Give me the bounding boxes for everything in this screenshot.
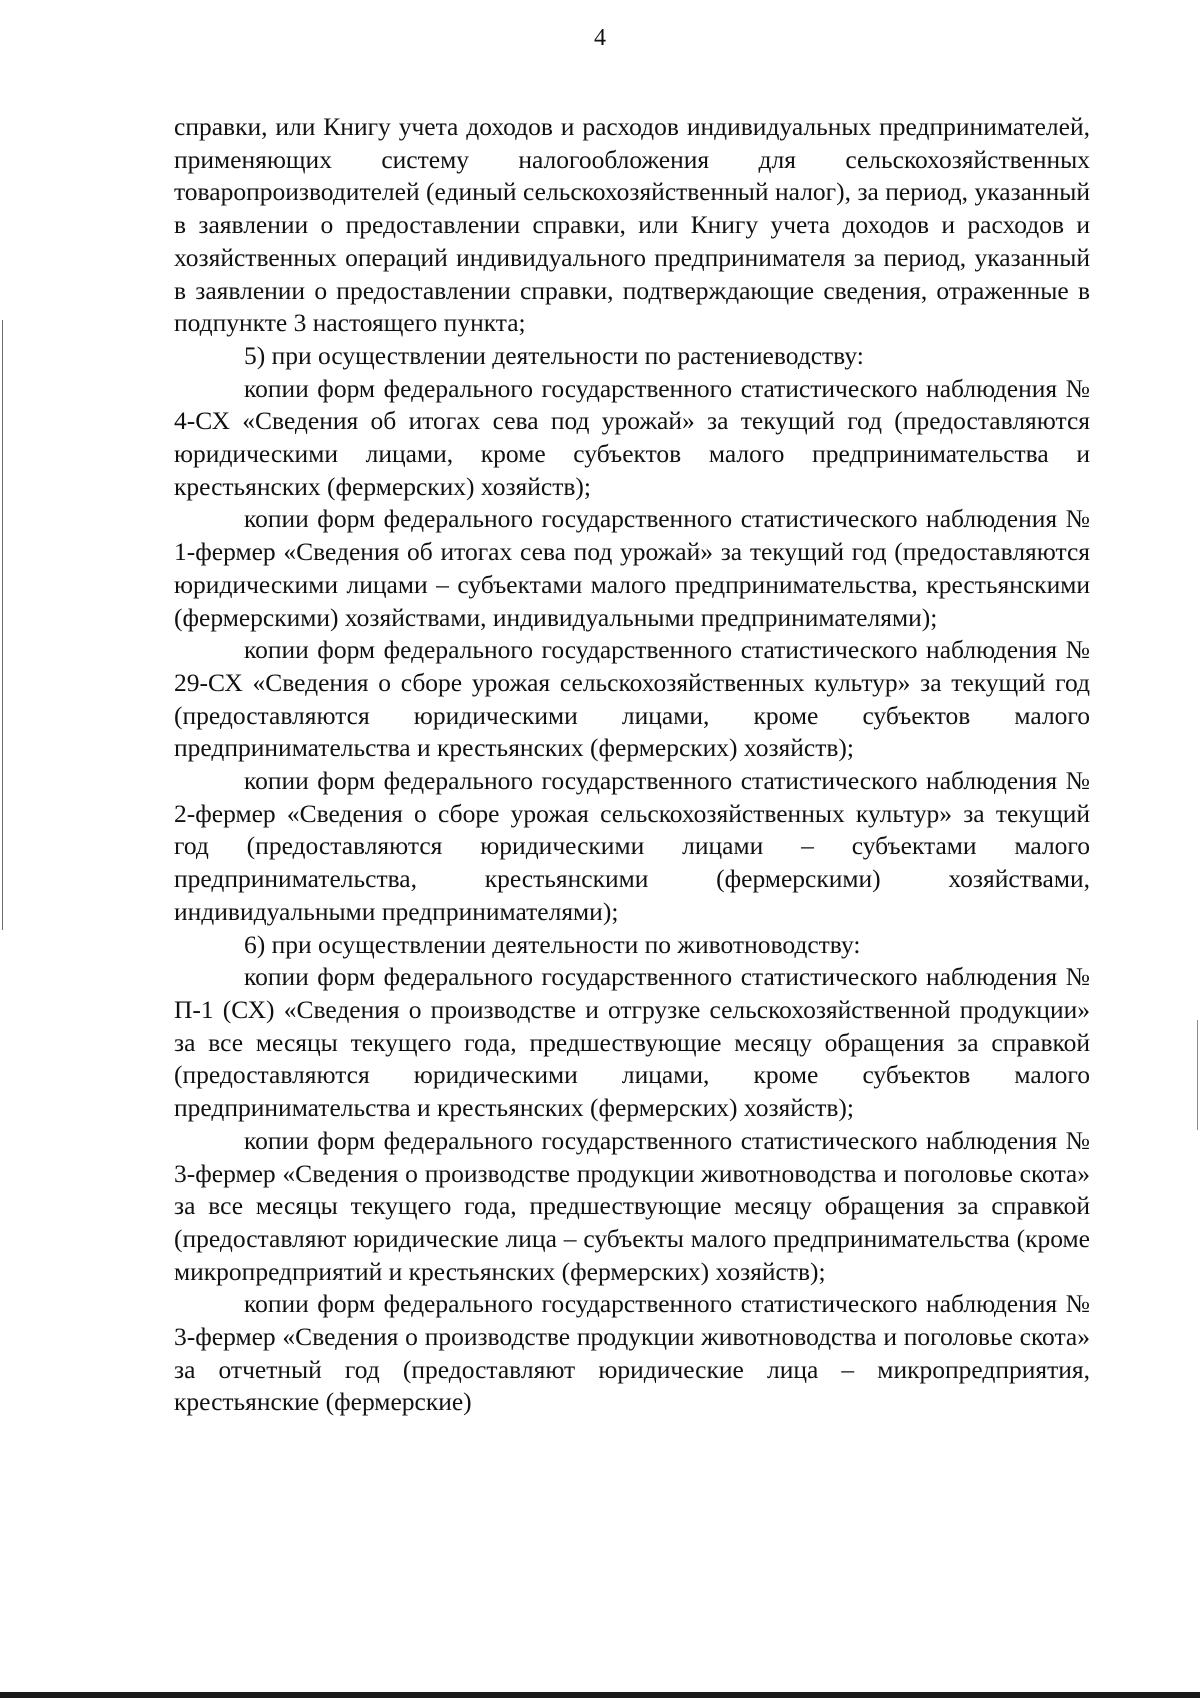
paragraph-form-3-fermer-annual: копии форм федерального государственного статистического наблюдения № 3-фермер «Сведения о производстве продукции животноводства и поголовье скота» за отчетный год (предоставляют юридические лица – микропредприятия, крестьянские (фермерские) (174, 1289, 1090, 1417)
scan-edge-left (2, 320, 3, 930)
paragraph-form-29-sh: копии форм федерального государственного статистического наблюдения № 29-СХ «Сведения о сборе урожая сельскохозяйственных культур» за текущий год (предоставляются юридическими лицами, кроме субъектов малого предпринимательства и крестьянских (фермерских) хозяйств); (174, 635, 1090, 763)
page-number: 4 (594, 25, 606, 51)
scan-edge-right (1197, 1020, 1198, 1130)
paragraph-form-p-1-sh: копии форм федерального государственного статистического наблюдения № П-1 (СХ) «Сведения о производстве и отгрузке сельскохозяйственной продукции» за все месяцы текущего года, предшествующие месяцу обращения за справкой (предоставляются юридическими лицами, кроме субъектов малого предпринимательства и крестьянских (фермерских) хозяйств); (174, 962, 1090, 1123)
paragraph-form-1-fermer: копии форм федерального государственного статистического наблюдения № 1-фермер «Сведения об итогах сева под урожай» за текущий год (предоставляются юридическими лицами – субъектами малого предпринимательства, крестьянскими (фермерскими) хозяйствами, индивидуальными предпринимателями); (174, 504, 1090, 632)
paragraph-form-2-fermer: копии форм федерального государственного статистического наблюдения № 2-фермер «Сведения о сборе урожая сельскохозяйственных культур» за текущий год (предоставляются юридическими лицами – субъектами малого предпринимательства, крестьянскими (фермерскими) хозяйствами, индивидуальными предпринимателями); (174, 766, 1090, 926)
paragraph-continuation: справки, или Книгу учета доходов и расходов индивидуальных предпринимателей, применяющих систему налогообложения для сельскохозяйственных товаропроизводителей (единый сельскохозяйственный налог), за период, указанный в заявлении о предоставлении справки, или Книгу учета доходов и расходов и хозяйственных операций индивидуального предпринимателя за период, указанный в заявлении о предоставлении справки, подтверждающие сведения, отраженные в подпункте 3 настоящего пункта; (174, 112, 1090, 338)
paragraph-form-3-fermer-monthly: копии форм федерального государственного статистического наблюдения № 3-фермер «Сведения о производстве продукции животноводства и поголовье скота» за все месяцы текущего года, предшествующие месяцу обращения за справкой (предоставляют юридические лица – субъекты малого предпринимательства (кроме микропредприятий и крестьянских (фермерских) хозяйств); (174, 1125, 1090, 1286)
paragraph-item-5: 5) при осуществлении деятельности по растениеводству: (244, 340, 864, 370)
scan-edge-bottom (0, 1692, 1200, 1698)
paragraph-form-4-sh: копии форм федерального государственного статистического наблюдения № 4-СХ «Сведения об итогах сева под урожай» за текущий год (предоставляются юридическими лицами, кроме субъектов малого предпринимательства и крестьянских (фермерских) хозяйств); (174, 373, 1090, 501)
document-body (174, 111, 1090, 1419)
paragraph-item-6: 6) при осуществлении деятельности по животноводству: (244, 929, 861, 959)
